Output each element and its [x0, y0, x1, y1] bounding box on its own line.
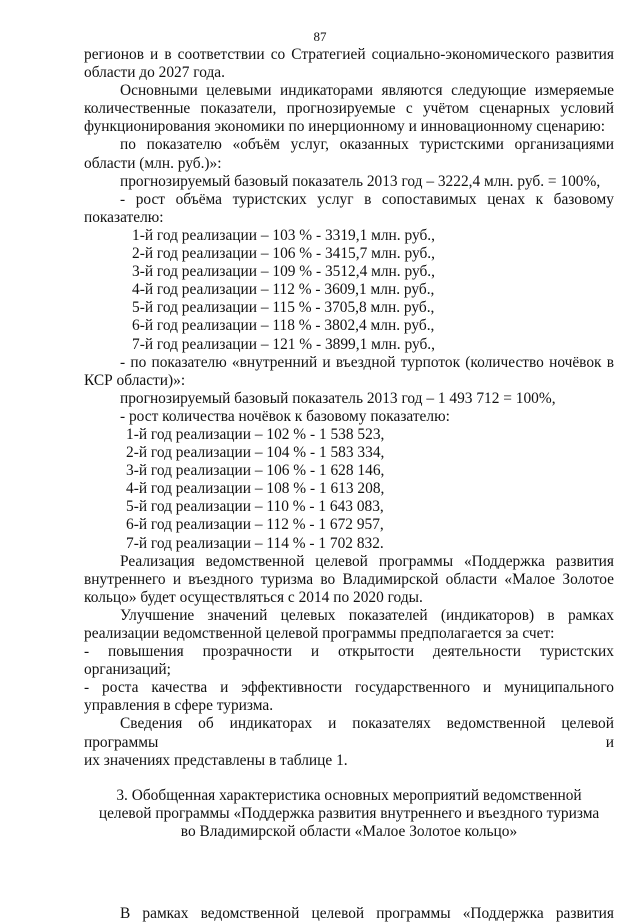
list-item: 4-й год реализации – 108 % - 1 613 208, [126, 480, 385, 498]
paragraph-line: прогнозируемый базовый показатель 2013 год – 1 493 712 = 100%, [120, 389, 556, 407]
page-number: 87 [313, 29, 327, 44]
paragraph-line: функционирования экономики по инерционному и инновационному сценарию: [84, 118, 605, 136]
paragraph-line: управления в сфере туризма. [84, 697, 274, 715]
list-item: 7-й год реализации – 114 % - 1 702 832. [126, 534, 384, 552]
paragraph-line: организаций; [84, 661, 171, 679]
paragraph-line: по показателю «объём услуг, оказанных туристскими организациями [120, 136, 614, 154]
heading-line: во Владимирской области «Малое Золотое кольцо» [180, 822, 518, 840]
heading-line: 3. Обобщенная характеристика основных мероприятий ведомственной [116, 786, 582, 804]
indicator-list-overnights [84, 426, 614, 553]
paragraph-line: их значениях представлены в таблице 1. [84, 751, 348, 769]
list-item: 2-й год реализации – 106 % - 3415,7 млн. руб., [132, 245, 435, 263]
paragraph-line: КСР области)»: [84, 371, 186, 389]
paragraph-line: прогнозируемый базовый показатель 2013 год – 3222,4 млн. руб. = 100%, [120, 172, 601, 190]
paragraph-line: Улучшение значений целевых показателей (индикаторов) в рамках [120, 606, 614, 624]
page-body [84, 46, 614, 923]
paragraph-line: - роста качества и эффективности государственного и муниципального [84, 679, 614, 697]
paragraph-line: регионов и в соответствии со Стратегией социально-экономического развития [84, 46, 614, 63]
heading-line: целевой программы «Поддержка развития внутреннего и въездного туризма [98, 804, 600, 822]
paragraph-line: показателю: [84, 208, 164, 226]
paragraph-line: реализации ведомственной целевой программы предполагается за счет: [84, 625, 555, 642]
paragraph-line: Основными целевыми индикаторами являются следующие измеряемые [120, 82, 614, 100]
paragraph-line: - повышения прозрачности и открытости деятельности туристских [84, 643, 614, 661]
list-item: 6-й год реализации – 112 % - 1 672 957, [126, 516, 384, 534]
paragraph-line: области (млн. руб.)»: [84, 154, 222, 172]
paragraph-line: - рост объёма туристских услуг в сопоставимых ценах к базовому [120, 190, 614, 208]
paragraph-line: кольцо» будет осуществляться с 2014 по 2020 годы. [84, 588, 423, 606]
paragraph-line: количественные показатели, прогнозируемые с учётом сценарных условий [84, 100, 614, 118]
list-item: 1-й год реализации – 103 % - 3319,1 млн. руб., [132, 226, 435, 244]
paragraph-line: В рамках ведомственной целевой программы «Поддержка развития [120, 905, 614, 923]
paragraph-line: - рост количества ночёвок к базовому показателю: [120, 407, 450, 425]
list-item: 3-й год реализации – 106 % - 1 628 146, [126, 462, 385, 480]
paragraph-line: Сведения об индикаторах и показателях ведомственной целевой программы и [84, 715, 614, 751]
list-item: 3-й год реализации – 109 % - 3512,4 млн. руб., [132, 263, 435, 281]
list-item: 5-й год реализации – 115 % - 3705,8 млн. руб., [132, 299, 435, 317]
section-heading [84, 787, 614, 841]
list-item: 5-й год реализации – 110 % - 1 643 083, [126, 498, 384, 516]
list-item: 4-й год реализации – 112 % - 3609,1 млн. руб., [132, 281, 435, 299]
list-item: 2-й год реализации – 104 % - 1 583 334, [126, 444, 385, 462]
paragraph-line: внутреннего и въездного туризма во Владимирской области «Малое Золотое [84, 570, 614, 588]
indicator-list-services [84, 227, 614, 354]
paragraph-line: - по показателю «внутренний и въездной турпоток (количество ночёвок в [120, 353, 614, 371]
list-item: 1-й год реализации – 102 % - 1 538 523, [126, 425, 385, 443]
list-item: 6-й год реализации – 118 % - 3802,4 млн. руб., [132, 317, 435, 335]
paragraph-line: Реализация ведомственной целевой программы «Поддержка развития [120, 552, 614, 570]
list-item: 7-й год реализации – 121 % - 3899,1 млн. руб., [132, 335, 435, 353]
paragraph-line: области до 2027 года. [84, 64, 225, 82]
